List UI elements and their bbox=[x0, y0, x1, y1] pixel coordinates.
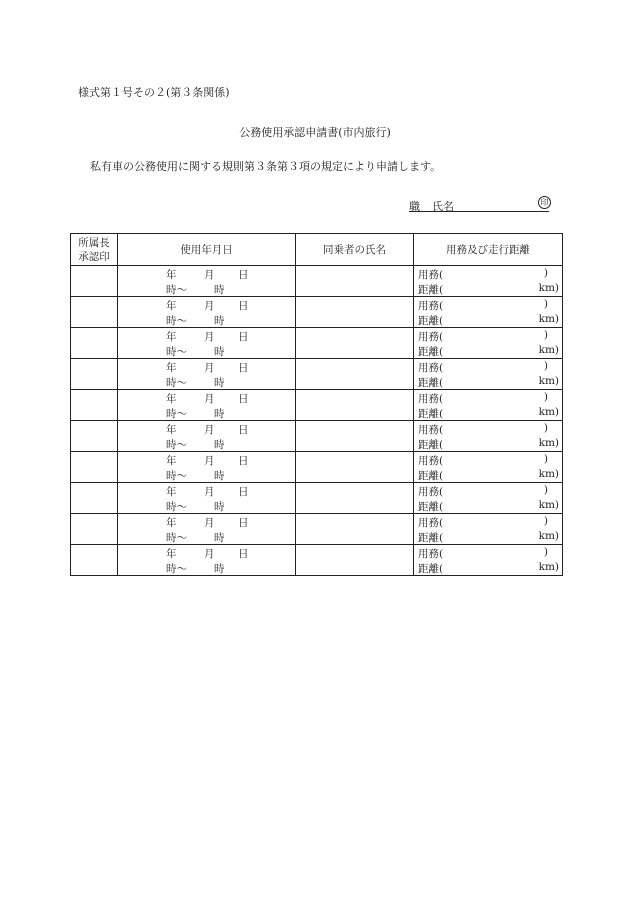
purpose-close: ) bbox=[543, 422, 548, 434]
distance-label: 距離( bbox=[418, 563, 444, 575]
hour-from-label: 時～ bbox=[166, 439, 187, 451]
hour-to-label: 時 bbox=[214, 284, 225, 296]
distance-unit: km) bbox=[538, 406, 559, 418]
year-label: 年 bbox=[166, 548, 177, 560]
purpose-distance-cell[interactable] bbox=[414, 328, 563, 359]
purpose-label: 用務( bbox=[418, 486, 444, 498]
month-label: 月 bbox=[204, 393, 215, 405]
hour-from-label: 時～ bbox=[166, 501, 187, 513]
usage-log-table bbox=[70, 233, 563, 576]
month-label: 月 bbox=[204, 424, 215, 436]
purpose-distance-cell[interactable] bbox=[414, 266, 563, 297]
purpose-distance-cell[interactable] bbox=[414, 483, 563, 514]
day-label: 日 bbox=[238, 455, 249, 467]
purpose-close: ) bbox=[543, 267, 548, 279]
header-approval-line-2: 承認印 bbox=[78, 250, 110, 263]
passenger-name-cell[interactable] bbox=[296, 328, 414, 359]
name-label: 氏名 bbox=[432, 200, 454, 213]
hour-from-label: 時～ bbox=[166, 563, 187, 575]
purpose-label: 用務( bbox=[418, 393, 444, 405]
hour-to-label: 時 bbox=[214, 439, 225, 451]
purpose-label: 用務( bbox=[418, 424, 444, 436]
usage-datetime-cell[interactable] bbox=[118, 452, 296, 483]
purpose-close: ) bbox=[543, 391, 548, 403]
distance-label: 距離( bbox=[418, 470, 444, 482]
hour-to-label: 時 bbox=[214, 532, 225, 544]
table-header-row bbox=[71, 234, 563, 266]
purpose-distance-cell[interactable] bbox=[414, 390, 563, 421]
table-row bbox=[71, 483, 563, 514]
hour-from-label: 時～ bbox=[166, 377, 187, 389]
purpose-distance-cell[interactable] bbox=[414, 545, 563, 576]
usage-datetime-cell[interactable] bbox=[118, 297, 296, 328]
month-label: 月 bbox=[204, 300, 215, 312]
month-label: 月 bbox=[204, 548, 215, 560]
hour-from-label: 時～ bbox=[166, 470, 187, 482]
year-label: 年 bbox=[166, 455, 177, 467]
distance-unit: km) bbox=[538, 499, 559, 511]
hour-to-label: 時 bbox=[214, 377, 225, 389]
hour-to-label: 時 bbox=[214, 346, 225, 358]
day-label: 日 bbox=[238, 300, 249, 312]
passenger-name-cell[interactable] bbox=[296, 266, 414, 297]
year-label: 年 bbox=[166, 331, 177, 343]
approval-seal-cell[interactable] bbox=[71, 514, 118, 545]
day-label: 日 bbox=[238, 517, 249, 529]
table-row bbox=[71, 266, 563, 297]
distance-label: 距離( bbox=[418, 346, 444, 358]
document-title: 公務使用承認申請書(市内旅行) bbox=[239, 126, 391, 139]
applicant-field bbox=[409, 198, 454, 214]
purpose-distance-cell[interactable] bbox=[414, 452, 563, 483]
year-label: 年 bbox=[166, 300, 177, 312]
hour-from-label: 時～ bbox=[166, 532, 187, 544]
usage-datetime-cell[interactable] bbox=[118, 483, 296, 514]
month-label: 月 bbox=[204, 269, 215, 281]
table-row bbox=[71, 452, 563, 483]
purpose-label: 用務( bbox=[418, 548, 444, 560]
usage-datetime-cell[interactable] bbox=[118, 359, 296, 390]
month-label: 月 bbox=[204, 362, 215, 374]
passenger-name-cell[interactable] bbox=[296, 514, 414, 545]
distance-unit: km) bbox=[538, 282, 559, 294]
purpose-close: ) bbox=[543, 484, 548, 496]
form-number: 様式第１号その２(第３条関係) bbox=[78, 86, 230, 99]
distance-unit: km) bbox=[538, 561, 559, 573]
hour-to-label: 時 bbox=[214, 470, 225, 482]
purpose-label: 用務( bbox=[418, 517, 444, 529]
purpose-label: 用務( bbox=[418, 362, 444, 374]
month-label: 月 bbox=[204, 517, 215, 529]
distance-unit: km) bbox=[538, 530, 559, 542]
table-row bbox=[71, 514, 563, 545]
purpose-close: ) bbox=[543, 453, 548, 465]
purpose-distance-cell[interactable] bbox=[414, 359, 563, 390]
passenger-name-cell[interactable] bbox=[296, 297, 414, 328]
applicant-underline bbox=[409, 211, 549, 212]
year-label: 年 bbox=[166, 517, 177, 529]
purpose-close: ) bbox=[543, 360, 548, 372]
purpose-close: ) bbox=[543, 546, 548, 558]
intro-sentence: 私有車の公務使用に関する規則第３条第３項の規定により申請します。 bbox=[90, 160, 442, 173]
year-label: 年 bbox=[166, 486, 177, 498]
year-label: 年 bbox=[166, 424, 177, 436]
day-label: 日 bbox=[238, 362, 249, 374]
purpose-distance-cell[interactable] bbox=[414, 297, 563, 328]
day-label: 日 bbox=[238, 486, 249, 498]
distance-label: 距離( bbox=[418, 315, 444, 327]
year-label: 年 bbox=[166, 393, 177, 405]
distance-unit: km) bbox=[538, 375, 559, 387]
header-usage-date: 使用年月日 bbox=[118, 234, 296, 266]
distance-label: 距離( bbox=[418, 501, 444, 513]
header-purpose-distance: 用務及び走行距離 bbox=[414, 234, 563, 266]
passenger-name-cell[interactable] bbox=[296, 545, 414, 576]
day-label: 日 bbox=[238, 548, 249, 560]
approval-seal-cell[interactable] bbox=[71, 452, 118, 483]
table-row bbox=[71, 328, 563, 359]
passenger-name-cell[interactable] bbox=[296, 483, 414, 514]
hour-from-label: 時～ bbox=[166, 408, 187, 420]
usage-datetime-cell[interactable] bbox=[118, 328, 296, 359]
purpose-label: 用務( bbox=[418, 455, 444, 467]
usage-datetime-cell[interactable] bbox=[118, 514, 296, 545]
table-row bbox=[71, 545, 563, 576]
passenger-name-cell[interactable] bbox=[296, 359, 414, 390]
approval-seal-cell[interactable] bbox=[71, 545, 118, 576]
purpose-label: 用務( bbox=[418, 269, 444, 281]
hour-to-label: 時 bbox=[214, 563, 225, 575]
distance-unit: km) bbox=[538, 344, 559, 356]
post-label: 職 bbox=[409, 200, 420, 213]
purpose-label: 用務( bbox=[418, 331, 444, 343]
header-approval-line-1: 所属長 bbox=[78, 236, 110, 249]
distance-label: 距離( bbox=[418, 532, 444, 544]
seal-mark: 印 bbox=[538, 196, 551, 209]
hour-from-label: 時～ bbox=[166, 284, 187, 296]
passenger-name-cell[interactable] bbox=[296, 421, 414, 452]
table-row bbox=[71, 390, 563, 421]
month-label: 月 bbox=[204, 331, 215, 343]
purpose-label: 用務( bbox=[418, 300, 444, 312]
distance-unit: km) bbox=[538, 437, 559, 449]
month-label: 月 bbox=[204, 486, 215, 498]
distance-label: 距離( bbox=[418, 408, 444, 420]
purpose-distance-cell[interactable] bbox=[414, 421, 563, 452]
day-label: 日 bbox=[238, 424, 249, 436]
day-label: 日 bbox=[238, 269, 249, 281]
year-label: 年 bbox=[166, 269, 177, 281]
passenger-name-cell[interactable] bbox=[296, 390, 414, 421]
approval-seal-cell[interactable] bbox=[71, 266, 118, 297]
purpose-distance-cell[interactable] bbox=[414, 514, 563, 545]
table-row bbox=[71, 359, 563, 390]
usage-datetime-cell[interactable] bbox=[118, 421, 296, 452]
hour-to-label: 時 bbox=[214, 315, 225, 327]
usage-datetime-cell[interactable] bbox=[118, 390, 296, 421]
day-label: 日 bbox=[238, 331, 249, 343]
usage-datetime-cell[interactable] bbox=[118, 545, 296, 576]
distance-label: 距離( bbox=[418, 439, 444, 451]
header-approval-seal bbox=[71, 234, 118, 266]
distance-label: 距離( bbox=[418, 284, 444, 296]
day-label: 日 bbox=[238, 393, 249, 405]
approval-seal-cell[interactable] bbox=[71, 328, 118, 359]
distance-unit: km) bbox=[538, 468, 559, 480]
distance-label: 距離( bbox=[418, 377, 444, 389]
hour-to-label: 時 bbox=[214, 501, 225, 513]
approval-seal-cell[interactable] bbox=[71, 390, 118, 421]
purpose-close: ) bbox=[543, 298, 548, 310]
purpose-close: ) bbox=[543, 329, 548, 341]
purpose-close: ) bbox=[543, 515, 548, 527]
hour-from-label: 時～ bbox=[166, 315, 187, 327]
approval-seal-cell[interactable] bbox=[71, 297, 118, 328]
hour-from-label: 時～ bbox=[166, 346, 187, 358]
table-row bbox=[71, 297, 563, 328]
usage-datetime-cell[interactable] bbox=[118, 266, 296, 297]
month-label: 月 bbox=[204, 455, 215, 467]
year-label: 年 bbox=[166, 362, 177, 374]
approval-seal-cell[interactable] bbox=[71, 421, 118, 452]
approval-seal-cell[interactable] bbox=[71, 483, 118, 514]
passenger-name-cell[interactable] bbox=[296, 452, 414, 483]
header-passenger-name: 同乗者の氏名 bbox=[296, 234, 414, 266]
approval-seal-cell[interactable] bbox=[71, 359, 118, 390]
distance-unit: km) bbox=[538, 313, 559, 325]
table-row bbox=[71, 421, 563, 452]
hour-to-label: 時 bbox=[214, 408, 225, 420]
